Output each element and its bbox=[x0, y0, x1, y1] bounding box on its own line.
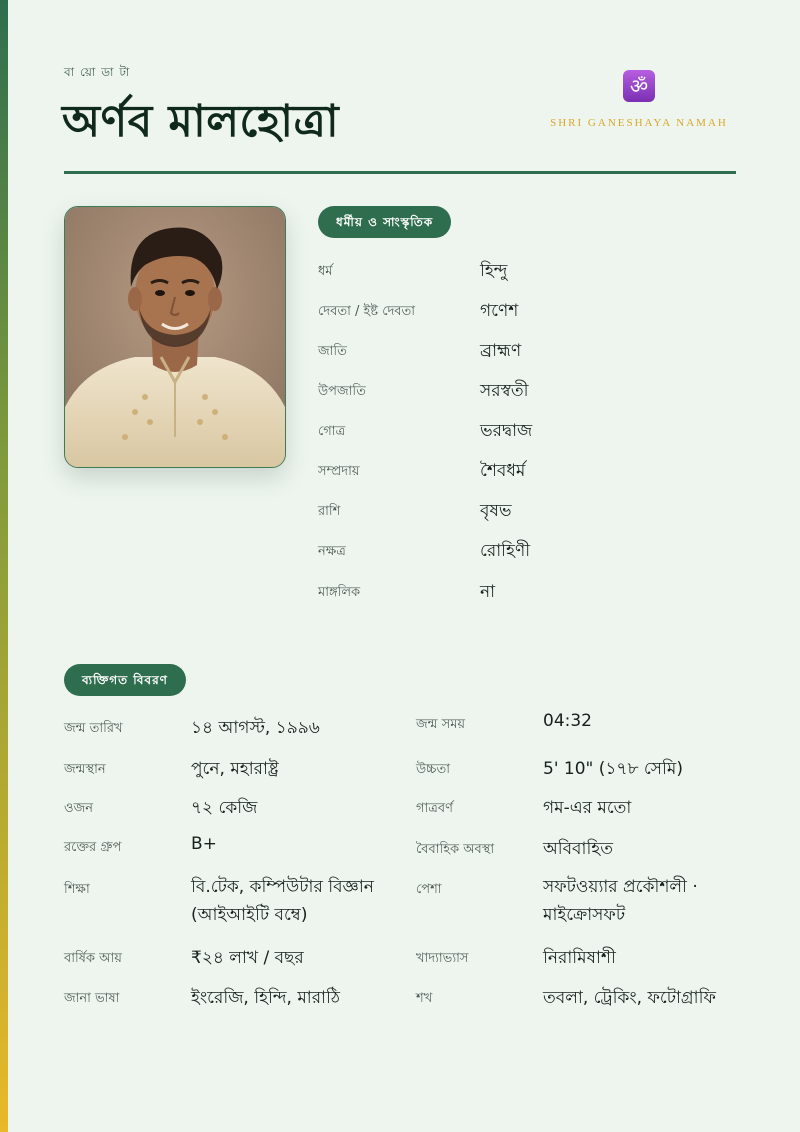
dob-value: ১৪ আগস্ট, ১৯৯৬ bbox=[191, 718, 320, 738]
rashi-label: রাশি bbox=[318, 504, 341, 519]
deity-value: গণেশ bbox=[480, 301, 519, 321]
personal-section-title: ব্যক্তিগত বিবরণ bbox=[64, 664, 186, 696]
height-label: উচ্চতা bbox=[416, 762, 451, 777]
marital-status-value: অবিবাহিত bbox=[543, 839, 613, 859]
caste-label: জাতি bbox=[318, 344, 347, 359]
om-icon: ॐ bbox=[623, 70, 655, 102]
hobbies-label: শখ bbox=[416, 991, 433, 1006]
languages-label: জানা ভাষা bbox=[64, 991, 120, 1006]
blood-group-value: B+ bbox=[191, 834, 217, 854]
birthplace-value: পুনে, মহারাষ্ট্র bbox=[191, 759, 279, 779]
gotra-value: ভরদ্বাজ bbox=[480, 421, 533, 441]
manglik-label: মাঙ্গলিক bbox=[318, 585, 361, 600]
community-value: শৈবধর্ম bbox=[480, 461, 526, 481]
complexion-label: গাত্রবর্ণ bbox=[416, 801, 453, 816]
profession-value: সফটওয়্যার প্রকৌশলী · মাইক্রোসফট bbox=[543, 877, 698, 925]
dob-label: জন্ম তারিখ bbox=[64, 721, 123, 736]
manglik-value: না bbox=[480, 582, 496, 602]
birth-time-value: 04:32 bbox=[543, 711, 592, 731]
marital-status-label: বৈবাহিক অবস্থা bbox=[416, 842, 495, 857]
languages-value: ইংরেজি, হিন্দি, মারাঠি bbox=[191, 988, 340, 1008]
nakshatra-value: রোহিণী bbox=[480, 541, 531, 561]
portrait-photo bbox=[64, 206, 286, 468]
profession-label: পেশা bbox=[416, 882, 442, 897]
biodata-kicker: বা য়ো ডা টা bbox=[64, 65, 131, 79]
accent-side-bar bbox=[0, 0, 8, 1132]
education-value: বি.টেক, কম্পিউটার বিজ্ঞান (আইআইটি বম্বে) bbox=[191, 877, 374, 925]
diet-value: নিরামিষাশী bbox=[543, 948, 616, 968]
subcaste-value: সরস্বতী bbox=[480, 381, 529, 401]
religion-label: ধর্ম bbox=[318, 264, 333, 279]
religious-section-title: ধর্মীয় ও সাংস্কৃতিক bbox=[318, 206, 451, 238]
diet-label: খাদ্যাভ্যাস bbox=[416, 951, 469, 966]
subcaste-label: উপজাতি bbox=[318, 384, 366, 399]
complexion-value: গম-এর মতো bbox=[543, 798, 632, 818]
weight-value: ৭২ কেজি bbox=[191, 798, 258, 818]
candidate-name: অর্ণব মালহোত্রা bbox=[62, 96, 340, 147]
gotra-label: গোত্র bbox=[318, 424, 346, 439]
education-label: শিক্ষা bbox=[64, 882, 90, 897]
birth-time-label: জন্ম সময় bbox=[416, 717, 466, 732]
blood-group-label: রক্তের গ্রুপ bbox=[64, 840, 122, 855]
nakshatra-label: নক্ষত্র bbox=[318, 544, 346, 559]
birthplace-label: জন্মস্থান bbox=[64, 762, 106, 777]
weight-label: ওজন bbox=[64, 801, 93, 816]
caste-value: ব্রাহ্মণ bbox=[480, 341, 522, 361]
income-value: ₹২৪ লাখ / বছর bbox=[191, 948, 304, 968]
header-divider bbox=[64, 171, 736, 174]
rashi-value: বৃষভ bbox=[480, 501, 512, 521]
income-label: বার্ষিক আয় bbox=[64, 951, 122, 966]
deity-label: দেবতা / ইষ্ট দেবতা bbox=[318, 304, 416, 319]
portrait-photo-icon bbox=[65, 207, 285, 467]
community-label: সম্প্রদায় bbox=[318, 464, 360, 479]
religion-value: হিন্দু bbox=[480, 261, 508, 281]
blessing-text: SHRI GANESHAYA NAMAH bbox=[550, 117, 728, 129]
hobbies-value: তবলা, ট্রেকিং, ফটোগ্রাফি bbox=[543, 988, 716, 1008]
height-value: 5' 10" (১৭৮ সেমি) bbox=[543, 759, 683, 779]
